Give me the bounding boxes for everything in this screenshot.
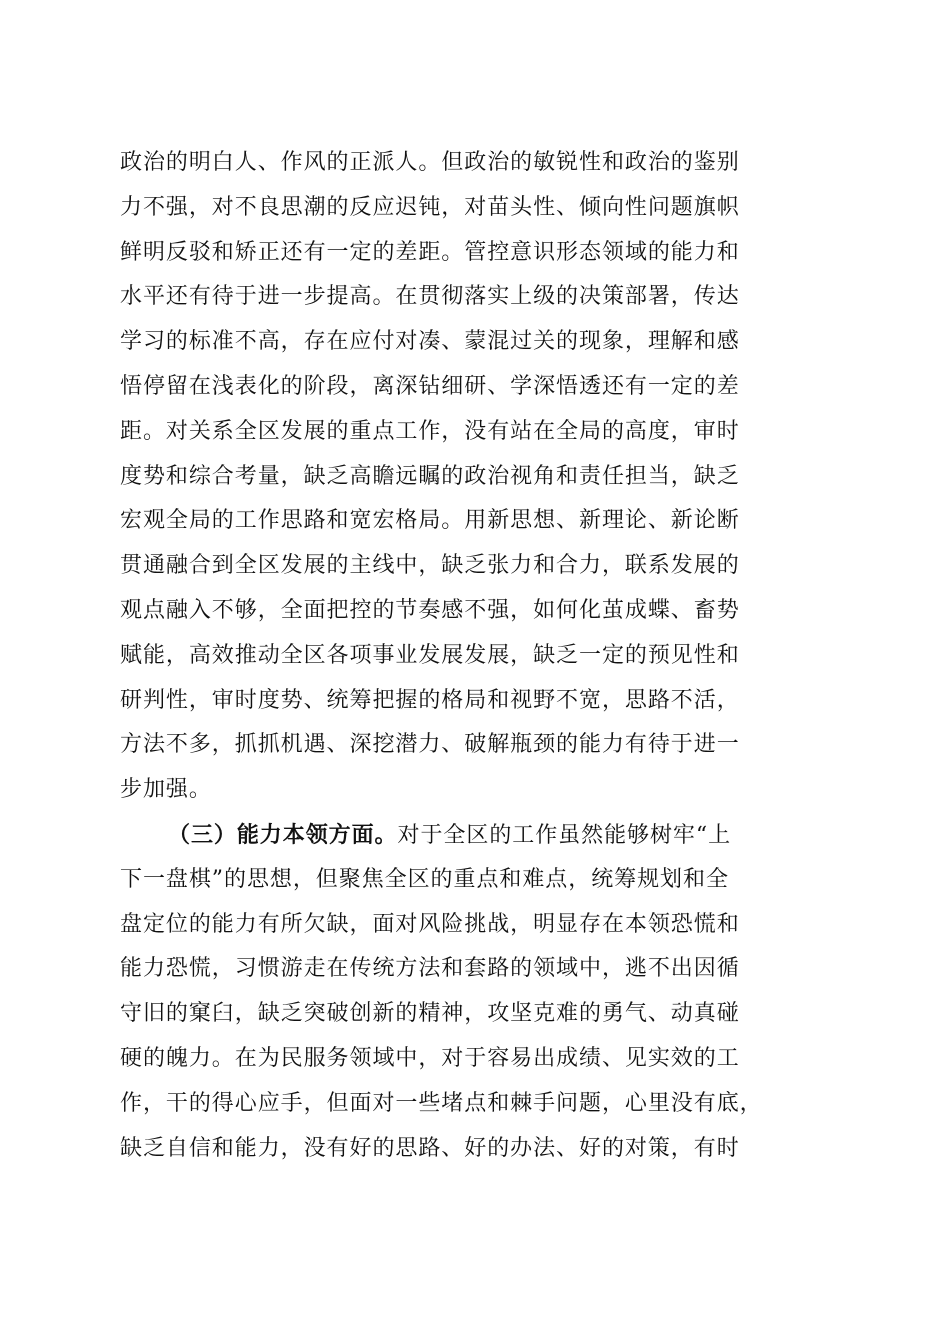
text-line: 悟停留在浅表化的阶段，离深钻细研、学深悟透还有一定的差	[120, 373, 740, 399]
text-line: 力不强，对不良思潮的反应迟钝，对苗头性、倾向性问题旗帜	[120, 194, 740, 220]
text-line-first	[120, 813, 840, 858]
text-line: 政治的明白人、作风的正派人。但政治的敏锐性和政治的鉴别	[120, 150, 740, 175]
text-line: 硬的魄力。在为民服务领域中，对于容易出成绩、见实效的工	[120, 1045, 740, 1071]
text-line: 方法不多，抓抓机遇、深挖潜力、破解瓶颈的能力有待于进一	[120, 732, 740, 758]
text-line: 步加强。	[120, 777, 212, 803]
text-line: 能力恐慌，习惯游走在传统方法和套路的领域中，逃不出因循	[120, 956, 740, 982]
text-line: 鲜明反驳和矫正还有一定的差距。管控意识形态领域的能力和	[120, 239, 740, 265]
text-line: 观点融入不够，全面把控的节奏感不强，如何化茧成蝶、畜势	[120, 597, 740, 623]
text-line: 贯通融合到全区发展的主线中，缺乏张力和合力，联系发展的	[120, 553, 740, 579]
text-line: 水平还有待于进一步提高。在贯彻落实上级的决策部署，传达	[120, 284, 740, 310]
section-heading: （三）能力本领方面。	[168, 821, 398, 848]
text-line: 守旧的窠臼，缺乏突破创新的精神，攻坚克难的勇气、动真碰	[120, 1001, 740, 1027]
text-line: 度势和综合考量，缺乏高瞻远瞩的政治视角和责任担当，缺乏	[120, 463, 740, 489]
text-line: 学习的标准不高，存在应付对凑、蒙混过关的现象，理解和感	[120, 329, 740, 355]
text-line: 距。对关系全区发展的重点工作，没有站在全局的高度，审时	[120, 418, 740, 444]
paragraph-2	[120, 813, 840, 1171]
text-line: 下一盘棋”的思想，但聚焦全区的重点和难点，统筹规划和全	[120, 866, 729, 892]
text-line: 赋能，高效推动全区各项事业发展发展，缺乏一定的预见性和	[120, 642, 740, 668]
text-line: 作，干的得心应手，但面对一些堵点和棘手问题，心里没有底，	[120, 1090, 763, 1116]
text-line: 盘定位的能力有所欠缺，面对风险挑战，明显存在本领恐慌和	[120, 911, 740, 937]
text-line: 宏观全局的工作思路和宽宏格局。用新思想、新理论、新论断	[120, 508, 740, 534]
text-line: 缺乏自信和能力，没有好的思路、好的办法、好的对策，有时	[120, 1135, 740, 1161]
body-text	[120, 141, 840, 1171]
text-line: 研判性，审时度势、统筹把握的格局和视野不宽，思路不活，	[120, 687, 740, 713]
text-line-rest: 对于全区的工作虽然能够树牢“上	[397, 822, 732, 848]
paragraph-1	[120, 141, 840, 813]
